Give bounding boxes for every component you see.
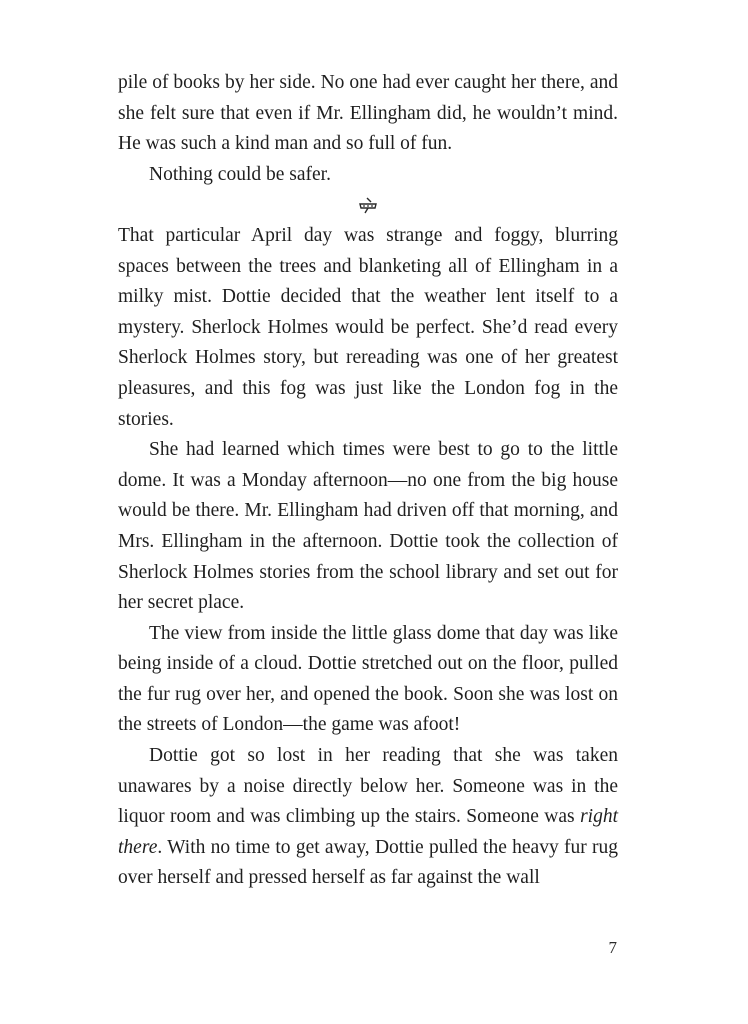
paragraph-noise-below-start: Dottie got so lost in her reading that she was taken unawares by a noise directly below her. Someone was in the liquor room and was climbing up the stairs. Someone was <box>118 745 618 828</box>
page-text-block <box>118 68 618 894</box>
paragraph-glass-dome-view: The view from inside the little glass dome that day was like being inside of a cloud. Dottie stretched out on the floor, pulled the fur rug over her, and opened the book. Soon she was lost on the streets of London—the game was afoot! <box>118 622 618 736</box>
paragraph-april-day: That particular April day was strange and foggy, blurring spaces between the trees and blanketing all of Ellingham in a milky mist. Dottie decided that the weather lent itself to a mystery. Sherlock Holmes would be perfect. She’d read every Sherlock Holmes story, but rereading was one of her greatest pleasures, and this fog was just like the London fog in the stories. <box>118 224 618 430</box>
paragraph-little-dome: She had learned which times were best to go to the little dome. It was a Monday afternoon—no one from the big house would be there. Mr. Ellingham had driven off that morning, and Mrs. Ellingham in the afternoon. Dottie took the collection of Sherlock Holmes stories from the school library and set out for her secret place. <box>118 439 618 614</box>
section-break-ornament-icon <box>358 197 378 215</box>
paragraph-noise-below <box>118 741 618 894</box>
page-number: 7 <box>608 938 617 957</box>
paragraph-noise-below-end: . With no time to get away, Dottie pulled the heavy fur rug over herself and pressed herself as far against the wall <box>118 836 618 889</box>
section-break <box>118 190 618 221</box>
paragraph-continuation: pile of books by her side. No one had ever caught her there, and she felt sure that even if Mr. Ellingham did, he wouldn’t mind. He was such a kind man and so full of fun. <box>118 72 618 155</box>
paragraph-nothing-safer: Nothing could be safer. <box>149 163 331 185</box>
emphasis-right-there: right there <box>118 806 618 858</box>
